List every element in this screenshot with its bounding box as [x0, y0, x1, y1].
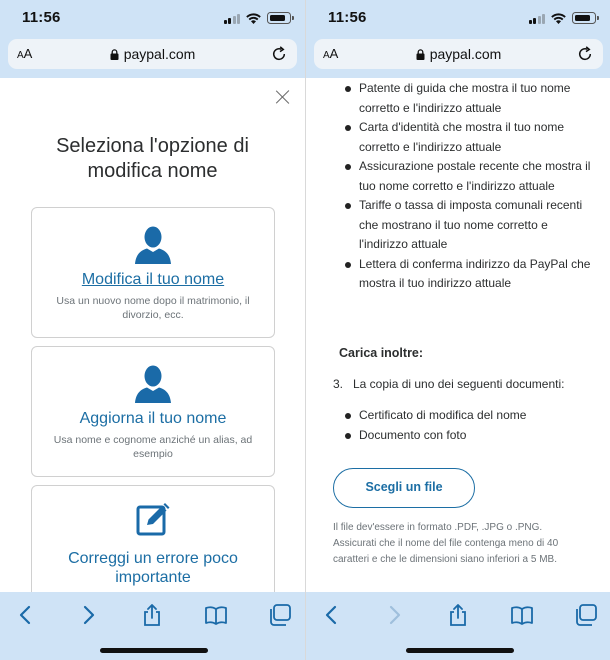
status-icons	[529, 12, 597, 24]
wifi-icon	[550, 12, 567, 24]
wifi-icon	[245, 12, 262, 24]
status-bar	[0, 0, 305, 36]
battery-icon	[572, 12, 596, 24]
forward-arrow-icon[interactable]	[382, 604, 406, 626]
section-heading: Carica inoltre:	[339, 346, 424, 360]
home-indicator	[100, 648, 208, 653]
option-description: Usa nome e cognome anziché un alias, ad esempio	[53, 434, 253, 460]
right-screen	[305, 0, 610, 660]
url-text: paypal.com	[123, 46, 196, 62]
safari-bottom-toolbar	[306, 592, 610, 660]
list-item: Certificato di modifica del nome	[359, 406, 599, 426]
safari-bottom-toolbar	[0, 592, 305, 660]
list-item: Documento con foto	[359, 426, 599, 446]
back-arrow-icon[interactable]	[14, 604, 38, 626]
back-arrow-icon[interactable]	[320, 604, 344, 626]
step3-documents-list	[359, 406, 599, 445]
cellular-signal-icon	[529, 13, 546, 24]
list-item: Lettera di conferma indirizzo da PayPal che mostra il tuo indirizzo attuale	[359, 255, 599, 294]
cellular-signal-icon	[224, 13, 241, 24]
reader-text-size-button[interactable]: AA	[323, 46, 339, 61]
option-title[interactable]: Correggi un errore poco importante	[68, 550, 238, 586]
address-bar[interactable]	[314, 39, 603, 69]
safari-top-bar	[306, 0, 610, 78]
list-item: Carta d'identità che mostra il tuo nome corretto e l'indirizzo attuale	[359, 118, 599, 157]
address-bar[interactable]	[8, 39, 297, 69]
status-clock: 11:56	[328, 9, 367, 26]
option-title[interactable]: Modifica il tuo nome	[81, 271, 225, 288]
share-icon[interactable]	[140, 604, 164, 626]
file-requirements-note: Il file dev'essere in formato .PDF, .JPG o .PNG. Assicurati che il nome del file contenga meno di 40 caratteri e che le dimensioni siano inferiori a 5 MB.	[333, 522, 559, 565]
list-item: Patente di guida che mostra il tuo nome corretto e l'indirizzo attuale	[359, 79, 599, 118]
url-text: paypal.com	[429, 46, 502, 62]
status-clock: 11:56	[22, 9, 61, 26]
accepted-documents-list	[359, 79, 599, 294]
user-silhouette-icon	[133, 224, 173, 264]
status-bar	[306, 0, 610, 36]
page-title: Seleziona l'opzione di modifica nome	[56, 135, 249, 182]
list-item: Tariffe o tassa di imposta comunali recenti che mostrano il tuo nome corretto e l'indirizzo attuale	[359, 196, 599, 255]
step-3: 3. La copia di uno dei seguenti documenti:	[333, 377, 565, 391]
option-title[interactable]: Aggiorna il tuo nome	[79, 410, 227, 427]
reload-icon[interactable]	[271, 46, 287, 62]
bookmarks-icon[interactable]	[510, 604, 534, 626]
url-display[interactable]	[8, 46, 297, 62]
edit-pencil-icon	[136, 502, 170, 536]
option-card-modifica[interactable]	[31, 207, 275, 338]
tabs-icon[interactable]	[574, 604, 598, 626]
list-item: Assicurazione postale recente che mostra il tuo nome corretto e l'indirizzo attuale	[359, 157, 599, 196]
forward-arrow-icon[interactable]	[76, 604, 100, 626]
reader-text-size-button[interactable]: AA	[17, 46, 33, 61]
close-icon[interactable]	[276, 90, 290, 104]
lock-icon	[110, 49, 119, 60]
status-icons	[224, 12, 292, 24]
option-description: Usa un nuovo nome dopo il matrimonio, il divorzio, ecc.	[56, 295, 250, 321]
battery-icon	[267, 12, 291, 24]
home-indicator	[406, 648, 514, 653]
safari-top-bar	[0, 0, 305, 78]
bookmarks-icon[interactable]	[204, 604, 228, 626]
user-silhouette-icon	[133, 363, 173, 403]
share-icon[interactable]	[446, 604, 470, 626]
tabs-icon[interactable]	[268, 604, 292, 626]
choose-file-button[interactable]: Scegli un file	[333, 468, 475, 508]
option-card-aggiorna[interactable]	[31, 346, 275, 477]
url-display[interactable]	[314, 46, 603, 62]
lock-icon	[416, 49, 425, 60]
reload-icon[interactable]	[577, 46, 593, 62]
